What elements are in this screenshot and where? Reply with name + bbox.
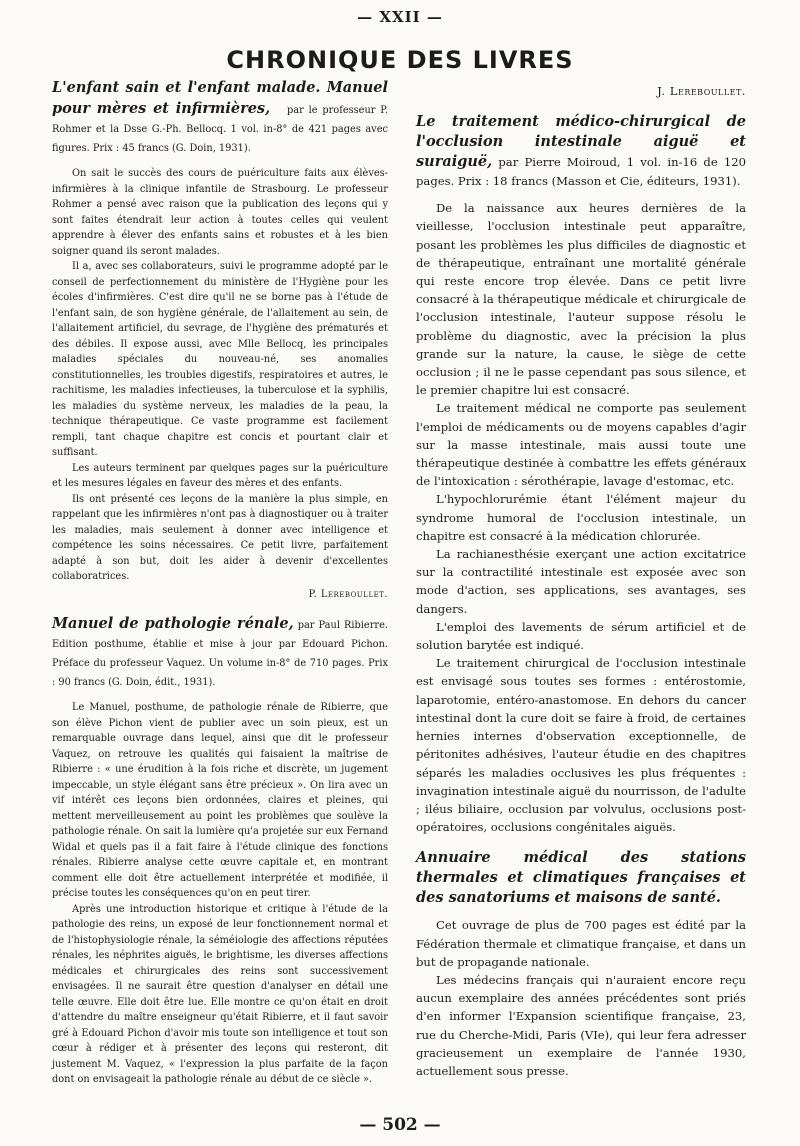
page-title: CHRONIQUE DES LIVRES [226,46,574,74]
review-2-signature: J. Lereboullet. [657,84,746,98]
review-1-paragraph-3: Les auteurs terminent par quelques pages sur la puériculture et les mesures légales en faveur des mères et des enfants. [52,462,388,489]
review-2-meta: par Paul Ribierre. Edition posthume, établie et mise à jour par Edouard Pichon. Préface du professeur Vaquez. Un volume in-8° de 710 pages. Prix : 90 francs (G. Doin, édit., 1931). [52,620,388,688]
review-3-paragraph-2: Le traitement médical ne comporte pas seulement l'emploi de médicaments ou de moyens capables d'agir sur la masse intestinale, mais aussi toute une thérapeutique destinée à combattre les effets généraux de l'intoxication : sérothérapie, lavage d'estomac, etc. [416,401,746,489]
review-4-paragraph-1: Cet ouvrage de plus de 700 pages est édité par la Fédération thermale et climatique française, et dans un but de propagande nationale. [416,918,746,969]
review-3-paragraph-3: L'hypochlorurémie étant l'élément majeur du syndrome humoral de l'occlusion intestinale, un chapitre est consacré à la médication chlorurée. [416,492,746,543]
review-4-header [416,848,746,908]
left-column [52,78,388,1088]
review-1-signature: P. Lereboullet. [308,588,388,600]
page-number-top: — XXII — [357,8,443,26]
review-1-header [52,78,388,158]
review-1-paragraph-1: On sait le succès des cours de puériculture faits aux élèves-infirmières à la clinique infantile de Strasbourg. Le professeur Rohmer a pensé avec raison que la publication des leçons qui y sont faites étendrait leur action à toutes celles qui veulent apprendre à élever des enfants sains et robustes et à les bien soigner quand ils seront malades. [52,168,388,257]
review-2-paragraph-1: Le Manuel, posthume, de pathologie rénale de Ribierre, que son élève Pichon vient de publier avec un soin pieux, est un remarquable ouvrage dans lequel, ainsi que dit le professeur Vaquez, on retrouve les qualités qui faisaient la maîtrise de Ribierre : « une érudition à la fois riche et discrète, un jugement impeccable, un style élégant sans être précieux ». On lira avec un vif intérêt ces leçons bien ordonnées, claires et pleines, qui mettent merveilleusement au point les problèmes que soulève la pathologie rénale. On sait la lumière qu'a projetée sur eux Fernand Widal et quels pas il a fait faire à l'étude clinique des fonctions rénales. Ribierre analyse cette œuvre capitale et, en montrant comment elle doit être actuellement interprétée et modifiée, il précise toutes les conséquences qu'on en peut tirer. [52,702,388,899]
review-2-header [52,614,388,692]
review-1-title: L'enfant sain et l'enfant malade. Manuel pour mères et infirmières, [52,79,388,117]
review-4-title: Annuaire médical des stations thermales et climatiques françaises et des sanatoriums et maisons de santé. [416,849,746,907]
review-2-title: Manuel de pathologie rénale, [52,615,294,632]
review-3-header [416,112,746,191]
review-3-paragraph-1: De la naissance aux heures dernières de la vieillesse, l'occlusion intestinale peut apparaître, posant les problèmes les plus difficiles de diagnostic et de thérapeutique, entraînant une mortalité générale qui reste encore trop élevée. Dans ce petit livre consacré à la thérapeutique médicale et chirurgicale de l'occlusion intestinale, l'auteur suppose résolu le problème du diagnostic, avec la précision la plus grande sur la nature, la cause, le siège de cette occlusion ; il ne le passe cependant pas sous silence, et le premier chapitre lui est consacré. [416,201,746,398]
review-4-paragraph-2: Les médecins français qui n'auraient encore reçu aucun exemplaire des années précédentes sont priés d'en informer l'Expansion scientifique française, 23, rue du Cherche-Midi, Paris (VIe), qui leur fera adresser gracieusement un exemplaire de l'année 1930, actuellement sous presse. [416,972,746,1078]
review-3-paragraph-4: La rachianesthésie exerçant une action excitatrice sur la contractilité intestinale est exposée avec son mode d'action, ses applications, ses avantages, ses dangers. [416,547,746,616]
review-1-paragraph-4: Ils ont présenté ces leçons de la manière la plus simple, en rappelant que les infirmières n'ont pas à diagnostiquer ou à traiter les maladies, mais seulement à donner avec intelligence et compétence les soins nécessaires. Ce petit livre, parfaitement adapté à son but, doit les aider à devenir d'excellentes collaboratrices. [52,493,388,582]
page-number-bottom: — 502 — [359,1115,441,1135]
review-1-meta: par le professeur P. Rohmer et la Dsse G.-Ph. Bellocq. 1 vol. in-8° de 421 pages avec figures. Prix : 45 francs (G. Doin, 1931). [52,105,388,154]
right-column [416,80,746,1080]
review-1-paragraph-2: Il a, avec ses collaborateurs, suivi le programme adopté par le conseil de perfectionnement du ministère de l'Hygiène pour les écoles d'infirmières. C'est dire qu'il ne se borne pas à l'étude de l'enfant sain, de son hygiène générale, de l'allaitement au sein, de l'allaitement artificiel, du sevrage, de l'hygiène des prématurés et des débiles. Il expose aussi, avec Mlle Bellocq, les principales maladies spéciales du nouveau-né, ses anomalies constitutionnelles, les troubles digestifs, respiratoires et autres, le rachitisme, les maladies infectieuses, la tuberculose et la syphilis, les maladies du système nerveux, les maladies de la peau, la technique thérapeutique. Ce vaste programme est facilement rempli, tant chaque chapitre est concis et pourtant clair et suffisant. [52,261,388,458]
review-2-paragraph-2: Après une introduction historique et critique à l'étude de la pathologie des reins, un exposé de leur fonctionnement normal et de l'histophysiologie rénale, la séméiologie des affections réputées rénales, les néphrites aiguës, le brightisme, les diverses affections médicales et chirurgicales des reins sont successivement envisagées. Il ne saurait être question d'analyser en détail une telle œuvre. Elle doit être lue. Elle montre ce qu'on était en droit d'attendre du maître enseigneur qu'était Ribierre, et il faut savoir gré à Edouard Pichon d'avoir mis toute son intelligence et tout son cœur à rédiger et à présenter des leçons qui resteront, dit justement M. Vaquez, « l'expression la plus parfaite de la façon dont on envisageait la pathologie rénale au début de ce siècle ». [52,903,388,1085]
review-3-paragraph-6: Le traitement chirurgical de l'occlusion intestinale est envisagé sous toutes ses formes : entérostomie, laparotomie, entéro-anastomose. En dehors du cancer intestinal dont la cure doit se faire à froid, de certaines hernies internes d'observation exceptionnelle, de péritonites adhésives, l'auteur étudie en des chapitres séparés les maladies occlusives les plus fréquentes : invagination intestinale aiguë du nourrisson, de l'adulte ; iléus biliaire, occlusion par volvulus, occlusions post-opératoires, occlusions congénitales aiguës. [416,656,746,835]
review-3-title: Le traitement médico-chirurgical de l'occlusion intestinale aiguë et suraiguë, [416,113,746,171]
review-3-meta: par Pierre Moiroud, 1 vol. in-16 de 120 pages. Prix : 18 francs (Masson et Cie, éditeurs, 1931). [416,155,747,189]
review-3-paragraph-5: L'emploi des lavements de sérum artificiel et de solution barytée est indiqué. [416,619,746,653]
